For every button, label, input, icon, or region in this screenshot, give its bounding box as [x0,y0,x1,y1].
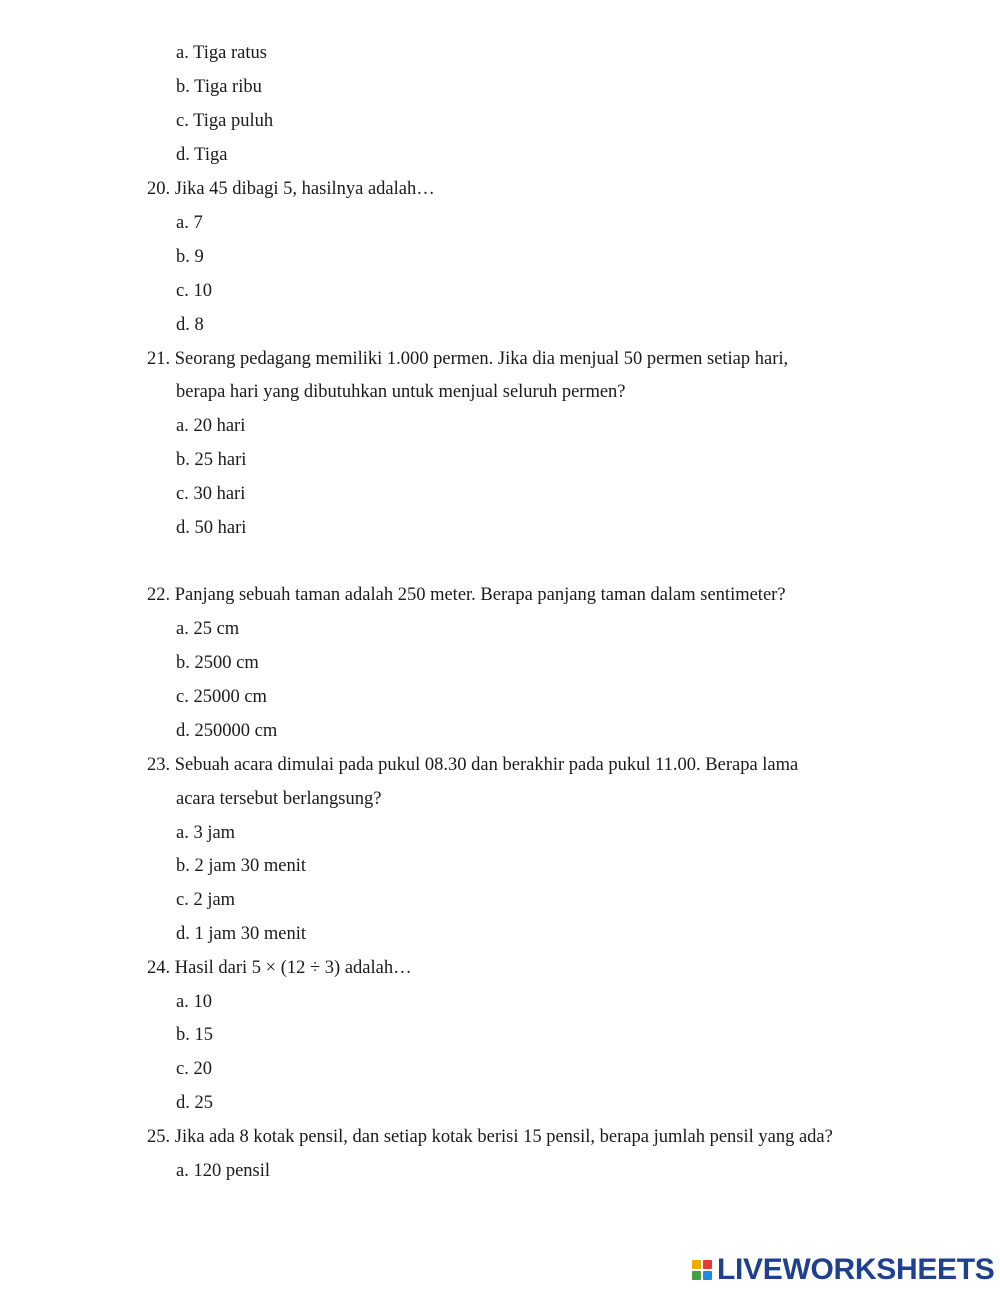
option-d: d. 50 hari [176,518,247,538]
question-20: 20. Jika 45 dibagi 5, hasilnya adalah… [147,179,435,199]
option-b: b. Tiga ribu [176,77,262,97]
question-21-continued: berapa hari yang dibutuhkan untuk menjual seluruh permen? [176,382,626,402]
option-b: b. 2 jam 30 menit [176,856,306,876]
option-c: c. 30 hari [176,484,246,504]
option-a: a. 3 jam [176,823,236,843]
option-c: c. 20 [176,1059,212,1079]
option-a: a. 10 [176,992,212,1012]
option-b: b. 2500 cm [176,653,259,673]
logo-text: LIVEWORKSHEETS [717,1253,995,1286]
option-d: d. Tiga [176,145,228,165]
option-c: c. 10 [176,281,212,301]
option-d: d. 250000 cm [176,721,278,741]
option-a: a. Tiga ratus [176,43,267,63]
option-c: c. 2 jam [176,890,236,910]
option-d: d. 25 [176,1093,213,1113]
question-23: 23. Sebuah acara dimulai pada pukul 08.30 dan berakhir pada pukul 11.00. Berapa lama [147,755,799,775]
option-c: c. Tiga puluh [176,111,274,131]
option-b: b. 9 [176,247,204,267]
option-a: a. 120 pensil [176,1161,271,1181]
liveworksheets-logo [692,1254,995,1286]
question-21: 21. Seorang pedagang memiliki 1.000 permen. Jika dia menjual 50 permen setiap hari, [147,349,789,369]
option-c: c. 25000 cm [176,687,267,707]
option-a: a. 25 cm [176,619,240,639]
question-22: 22. Panjang sebuah taman adalah 250 meter. Berapa panjang taman dalam sentimeter? [147,585,786,605]
question-23-continued: acara tersebut berlangsung? [176,789,382,809]
question-25: 25. Jika ada 8 kotak pensil, dan setiap kotak berisi 15 pensil, berapa jumlah pensil yang ada? [147,1127,833,1147]
option-d: d. 8 [176,315,204,335]
question-24: 24. Hasil dari 5 × (12 ÷ 3) adalah… [147,958,412,978]
option-b: b. 25 hari [176,450,247,470]
option-b: b. 15 [176,1025,213,1045]
option-a: a. 7 [176,213,203,233]
option-d: d. 1 jam 30 menit [176,924,306,944]
option-a: a. 20 hari [176,416,246,436]
logo-mark-icon [692,1260,712,1280]
